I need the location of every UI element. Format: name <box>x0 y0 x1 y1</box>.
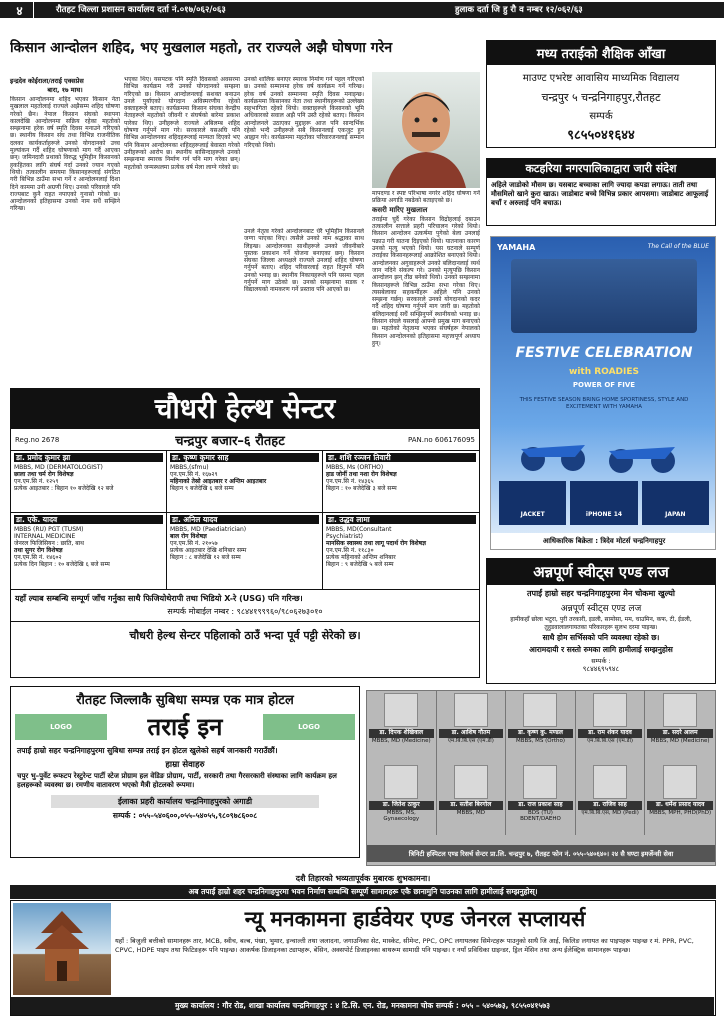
doctor-line: बिहान : ८ बजेदेखि १२ बजे सम्म <box>170 554 241 561</box>
doctor-line: मानसिक स्वास्थ्य तथा लागू पदार्थ रोग विशेषज्ञ <box>326 540 426 547</box>
hotel-intro: तपाईं हाम्रो सहर चन्द्रनिगाहपुरमा सुबिधा सम्पन्न तराई इन होटल खुलेको सहर्ष जानकारी गराउँछौं। <box>17 746 278 755</box>
lead-column-3: उनको शालिक बनाएर स्मारक निर्माण गर्न पहल गरिएको छ। उनको सम्मानमा हरेक वर्ष कार्यक्रम गर्ने गरिन्छ। हरेक वर्ष उनको सम्मानमा स्मृति दिवस मनाइन्छ। कार्यक्रममा किसानका नेता तथा स्थानीयहरूको उल्लेख्य सहभागिता रहेको थियो। वक्ताहरूले किसानको भूमि अधिकारको सवाल अझै पनि उस्तै रहेको बताए। किसान आन्दोलनले उठाएका मुद्दाहरू आज पनि सान्दर्भिक रहेको भन्दै उनीहरूले सबै किसानलाई एकजुट हुन आह्वान गरे। कार्यक्रममा महतोका परिवारजनलाई सम्मान गरिएको थियो। <box>244 76 364 149</box>
doctor-line: MBBS, Ms (ORTHO) <box>326 464 384 471</box>
sweets-bold: साथै होम सर्भिसको पनि व्यवस्था रहेको छ। <box>542 633 660 642</box>
health-title: चौधरी हेल्थ सेन्टर <box>11 389 479 429</box>
doctor-spec: MBBS, MS (Ortho) <box>515 737 566 744</box>
doctor-photo <box>593 765 627 799</box>
temple-photo <box>13 903 111 995</box>
postal-registration: हुलाक दर्ता जि हु रौ व नम्बर १२/०६२/६३ <box>455 5 583 15</box>
doctor-name: डा. सतीश बिरगोल <box>439 801 504 810</box>
hospital-doctor <box>506 763 576 835</box>
health-footer: चौधरी हेल्थ सेन्टर पहिलाको ठाउँ भन्दा पूर्व पट्टी सेरेको छ। <box>129 629 361 642</box>
yamaha-offer: POWER OF FIVE <box>572 381 636 389</box>
yamaha-gifts <box>499 481 709 525</box>
hospital-ad <box>366 690 716 866</box>
lead-text-5: तराईमा चुर्दै गरेका किसान विद्रोहलाई दबाउन तत्कालीन सत्ताले प्रहरी परिचालन गरेको थियो। किसान आन्दोलन उत्कर्षमा पुगेको बेला उनलाई पक्राउ गरी यातना दिइएको थियो। यातनाका कारण उनको मृत्यु भएको थियो। यस घटनाले सम्पूर्ण तराईका किसानहरूलाई आक्रोशित बनाएको थियो। आन्दोलनका अगुवाहरूले उनको बलिदानलाई व्यर्थ जान नदिने संकल्प गरे। उनको मृत्युपछि किसान आन्दोलन झन् तीव्र बनेको थियो। उनको सम्झनामा किसानहरूले विभिन्न ठाउँमा सभा गरेका थिए। त्यसबेलाका सहकर्मीहरू अहिले पनि उनको सम्झना गर्छन्। सरकारले उनको योगदानको कदर गर्दै शहिद घोषणा गर्नुपर्ने माग जारी छ। महतोको बलिदानलाई सधैं सम्झिनुपर्ने स्थानीयको भनाइ छ। किसान संघले यसलाई आफ्नो प्रमुख माग बनाएको छ। महतोको नेतृत्वमा भएका संघर्षहरू नेपालको किसान आन्दोलनको इतिहासमा महत्त्वपूर्ण अध्याय हुन्। <box>372 215 480 347</box>
doctor-line: हाड जोर्नी तथा नशा रोग विशेषज्ञ <box>326 471 397 478</box>
doctor-name: डा. कृष्ण कु. मण्डल <box>508 729 573 738</box>
hospital-doctor <box>506 691 576 763</box>
sweets-ad <box>486 558 716 684</box>
gift-iphone: iPHONE 14 <box>570 481 637 525</box>
doctor-spec: MBBS, MD <box>456 809 485 816</box>
doctor-name: डा. राजिव साह <box>578 801 643 810</box>
hospital-doctor <box>576 763 646 835</box>
doctor-line: तथा सुगर रोग विशेषज्ञ <box>14 547 63 554</box>
lead-column-1 <box>10 76 120 380</box>
hardware-ribbon: अब तपाईं हाम्रो शहर चन्द्रनिगाहपुरमा भवन निर्माण सम्बन्धि सम्पूर्ण सामानहरू एकै छानामुनि पाउनका लागि हामीलाई सम्झनुहोस्। <box>10 885 716 899</box>
yamaha-fine-print: THIS FESTIVE SEASON BRING HOME SPORTINESS, STYLE AND EXCITEMENT WITH YAMAHA <box>519 397 689 410</box>
lead-headline: किसान आन्दोलन शहिद, भए मुखलाल महतो, तर राज्यले अझै घोषणा गरेन <box>10 40 393 56</box>
doctor-photo <box>523 693 557 727</box>
publication-registration: रौतहट जिल्ला प्रशासन कार्यालय दर्ता नं.०१७/०६२/०६३ <box>56 5 226 15</box>
hotel-name: तराई इन <box>147 713 223 741</box>
doctor-name: डा. राम शंकर यादव <box>578 729 643 738</box>
doctor-line: एन.एम.सि नं. १६७२९ <box>170 471 218 478</box>
lead-subhead: कसरी मारिए मुखलाल <box>372 205 428 214</box>
doctor-line: MBBS, MD(Consultant <box>326 526 392 533</box>
doctor-line: MBBS (RU) PGT (TUSM) <box>14 526 84 533</box>
health-address: चन्द्रपुर बजार–६ रौतहट <box>175 433 285 449</box>
doctor-line: INTERNAL MEDICINE <box>14 533 76 540</box>
hospital-doctors-row-1 <box>367 691 715 763</box>
doctor-line: एन.एम.सि नं. १४६०२ <box>14 554 62 561</box>
hotel-address: ईलाका प्रहरी कार्यालय चन्द्रनिगाहपुरको अगाडी <box>51 795 319 808</box>
doctor-card <box>167 451 323 513</box>
yamaha-headline: FESTIVE CELEBRATION <box>515 345 693 361</box>
doctor-line: बिहान : ९ बजेदेखि ५ बजे सम्म <box>326 561 394 568</box>
doctor-card <box>11 513 167 589</box>
doctor-name: डा. एके. यादव <box>14 515 163 524</box>
temple-illustration <box>13 903 111 995</box>
hotel-contact: सम्पर्क : ०५५–५४०६००,०५५–५४०५५,९८०९७८६००८ <box>112 811 258 820</box>
doctor-photo <box>384 693 418 727</box>
doctor-name: डा. राज प्रकाश साह <box>508 801 573 810</box>
byline: इन्द्रदेव कोईराला/तराई एक्सप्रेस <box>10 77 84 85</box>
doctor-spec: MBBS, MS, Gynaecology <box>383 809 420 822</box>
yamaha-models-photo <box>511 259 697 333</box>
doctor-spec: एम.बि.बि.एस (एम.डी) <box>587 737 634 744</box>
doctor-name: डा. आशिष गौतम <box>439 729 504 738</box>
lead-text-4: मापदण्ड र स्पष्ट परिभाषा नगरेर शहिद घोषणा गर्ने प्रक्रिया अगाडि नबढेको बताइएको छ। <box>372 190 480 205</box>
doctor-line: Psychiatrist) <box>326 533 363 540</box>
lead-text-1: किसान आन्दोलनमा शहिद भएका किसान नेता मुखलाल महतोलाई राज्यले अझैसम्म शहिद घोषणा गरेको छैन। नेपाल किसान संघको स्थापना कालदेखि आन्दोलनमा सक्रिय रहेका महतोको सम्झनामा हरेक वर्ष स्मृति दिवस मनाउने गरिएको छ। स्थानीय किसान संघ तथा विभिन्न राजनीतिक दलका कार्यकर्ताहरूले उनको योगदानको उच्च मूल्यांकन गर्दै शहिद घोषणाको माग गर्दै आएका छन्। जमिनदारी प्रथाको विरुद्ध भूमिहीन किसानको हकहितका लागि संघर्ष गर्दा उनको ज्यान गएको थियो। तत्कालीन समयमा किसानहरूलाई संगठित गरी बिभिन्न ठाउँमा सभा गर्ने र आन्दोलनलाई दिशा दिने काममा उनी अग्रणी थिए। उनको परिवारले पनि राज्यबाट कुनै राहत नपाएको गुनासो गरेको छ। आन्दोलनको इतिहासमा उनको नाम सधैं सम्झिने गरिन्छ। <box>10 96 120 213</box>
yamaha-ad <box>490 236 716 550</box>
page-number: ४ <box>6 2 34 18</box>
notice-body: अहिले जाडोको मौसम छ। यसबाट बच्चाका लागि ज्यादा कपडा लगाऊ। ताती तथा मौसमिलो खाने कुरा खाऊ। जाडोबाट बच्चे विभिन्न प्रकार आपसमा। जाडोबाट आफूलाई बचाँ र अरुलाई पनि बचाऊ। <box>491 181 709 207</box>
hospital-doctors-row-2 <box>367 763 715 835</box>
doctor-name: डा. कृष्ण कुमार साह <box>170 453 319 462</box>
doctor-name: डा. धर्मेश प्रसाद यादव <box>647 801 713 810</box>
gift-japan: JAPAN <box>642 481 709 525</box>
gift-jacket: JACKET <box>499 481 566 525</box>
doctor-card <box>323 513 479 589</box>
lead-column-6: उनले नेतृत्व गरेको आन्दोलनबाट धेरै भूमिहीन किसानले जग्गा पाएका थिए। त्यसैले उनको नाम श्रद्धाका साथ लिइन्छ। आन्दोलनका साथीहरूले उनको जीवनीबारे पुस्तक प्रकाशन गर्ने योजना बनाएका छन्। किसान संघका जिल्ला अध्यक्षले राज्यले उनलाई शहिद घोषणा गर्नुपर्ने बताए। शहिद परिवारलाई राहत दिनुपर्ने पनि उनको भनाइ छ। स्थानीय निकायहरूले पनि यसमा पहल गर्नुपर्ने माग उठेको छ। उनको सम्झनामा सडक र विद्यालयको नामकरण गर्ने प्रस्ताव पनि आएको छ। <box>244 228 364 294</box>
hotel-logo-right: LOGO <box>263 714 355 740</box>
doctor-photo <box>454 765 488 799</box>
hardware-footer: मुख्य कार्यालय : गौर रोड, शाखा कार्यालय चन्द्रनिगाहपुर : ४ टि.सि. एन. रोड, मनकामना चोक सम्पर्क : ०५५ – ५४०५७३, ९८५५०४१५७३ <box>11 997 714 1015</box>
hospital-doctor <box>437 691 507 763</box>
yamaha-brand: YAMAHA <box>497 243 536 252</box>
health-pan: PAN.no 606176095 <box>407 435 475 444</box>
doctor-card <box>11 451 167 513</box>
hotel-ad <box>10 686 360 858</box>
sweets-tagline: आरामदायी र सस्तो रुमका लागि हामीलाई सम्झनुहोस <box>529 645 673 654</box>
doctor-line: एन.एम.सि नं. २१०५७ <box>170 540 218 547</box>
health-xray: यहाँ ल्याब सम्बन्धि सम्पूर्ण जाँच गर्नुका साथै फिजियोथेरापी तथा भिडियो X-रे (USG) पनि गरिन्छ। <box>15 594 303 603</box>
doctor-name: डा. उद्धव लामा <box>326 515 476 524</box>
health-reg: Reg.no 2678 <box>15 435 60 444</box>
yamaha-tagline: The Call of the BLUE <box>647 243 709 250</box>
doctor-spec: एम.बि.बि.एस (एम.डी) <box>447 737 494 744</box>
sweets-name: अन्नपूर्ण स्वीट्स एण्ड लज <box>560 604 642 614</box>
lead-column-2: भएका थिए। यसपटक पनि स्मृति दिवसको अवसरमा विभिन्न कार्यक्रम गरी उनको योगदानको सम्झना गरिएको छ। किसान आन्दोलनलाई सशक्त बनाउन उनले पुर्याएको योगदान अविस्मरणीय रहेको वक्ताहरूले बताए। कार्यक्रममा किसान संघका केन्द्रीय नेताहरूले महतोको जीवनी र संघर्षको बारेमा प्रकाश पारेका थिए। उनीहरूले राज्यले अबिलम्ब शहिद घोषणा गर्नुपर्ने माग गरे। सरकारले यसअघि पनि विभिन्न आन्दोलनका शहिदहरूलाई मान्यता दिएको भए पनि किसान आन्दोलनका शहिदहरूलाई बेवास्ता गरेको उनीहरूको आरोप छ। स्थानीय बासिन्दाहरूले उनको सम्झनामा स्मारक निर्माण गर्न पनि माग गरेका छन्। महतोको जन्मस्थलमा प्रत्येक वर्ष मेला लाग्ने गरेको छ। <box>124 76 240 171</box>
yamaha-bikes <box>503 417 705 475</box>
notice-title: कटहरिया नगरपालिकाद्वारा जारी संदेश <box>487 159 715 178</box>
doctor-card <box>167 513 323 589</box>
health-center-ad <box>10 388 480 678</box>
doctor-line: MBBS, MD (DERMATOLOGIST) <box>14 464 103 471</box>
sweets-line1: तपाईं हाम्रो सहर चन्द्रनिगाहपुरमा मेन चोकमा खुल्यो <box>526 589 675 598</box>
lead-column-4 <box>372 190 480 380</box>
doctor-spec: MBBS, MD (Medicine) <box>371 737 431 744</box>
hospital-doctor <box>367 691 437 763</box>
doctor-spec: MBBS, MPH, PHD(PhD) <box>649 809 712 816</box>
doctor-photo <box>523 765 557 799</box>
motorcycles-illustration <box>503 417 705 475</box>
doctor-photo <box>593 693 627 727</box>
school-contact-label: सम्पर्क <box>589 111 613 122</box>
doctor-photo <box>663 693 697 727</box>
doctor-line: MBBS, MD (Paediatrician) <box>170 526 247 533</box>
dateline: बारा, १७ माघ। <box>47 86 83 94</box>
school-ad <box>486 40 716 148</box>
hospital-doctor <box>367 763 437 835</box>
sweets-body: हामीकहाँ छोला भटुरा, पुरी तरकारी, इडली, सामोसा, मम, चाउमिन, कफ, टी, ईडली, तुहुडवालालगायतका परिकारहरू सुलभ दरमा पाइन्छ। <box>510 616 692 631</box>
school-phone: ९८५५०४१६४४ <box>567 128 635 143</box>
health-contact: सम्पर्क मोबाईल नम्बर : ९८४४१९९९६०/९८०६२७३०१० <box>11 604 479 622</box>
school-ad-title: मध्य तराईको शैक्षिक आँखा <box>487 41 715 65</box>
doctor-name: डा. प्रमोद कुमार झा <box>14 453 163 462</box>
doctor-line: प्रत्येक दिन बिहान : १० बजेदेखि ६ बजे सम्म <box>14 561 110 568</box>
hardware-body: यहाँ : बिजुली बत्तीको सामानहरू तार, MCB, स्वीच, बल्ब, पंखा, भुमार, इन्चाल्ती तथा जलादना, जगाउनिका सेट, मास्केट, सीमेन्ट, PPC, OPC लगायतका सिमेन्टहरू पाउनुको साथै जि आई, किलिङ लगायत का पाइपहरू पाइन्छ र मं. PPR, PVC, CPVC, HDPE पाइप तथा फिटिङहरू पनि पाइन्छ। आकर्षक डिजाइनका ट्यापहरू, बेसिन, अक्सपोर्ट डिजाइनका बाथरूम सामाग्री पनि पाइन्छ। र नयाँ प्रविधिका ग्राइन्डर, ड्रिल मेसिन तथा अन्य ईलेक्ट्रिक सामानहरू पाइन्छ। <box>115 937 694 954</box>
doctor-line: जेनरल फिजिसियन : छाति, बाथ <box>14 540 85 547</box>
portrait-illustration <box>372 72 480 188</box>
portrait-photo <box>372 72 480 188</box>
doctor-photo <box>454 693 488 727</box>
doctor-line: छाला तथा चर्म रोग विशेषज्ञ <box>14 471 74 478</box>
doctor-photo <box>663 765 697 799</box>
hospital-doctor <box>437 763 507 835</box>
yamaha-dealer: आधिकारिक बिक्रेता : त्रिदेव मोटर्स चन्द्रनिगाहपुर <box>491 533 716 549</box>
sweets-contact-label: सम्पर्क : <box>591 657 611 665</box>
doctor-name: डा. जितेश ठाकुर <box>369 801 434 810</box>
hotel-services-label: हाम्रा सेवाहरु <box>165 760 205 770</box>
doctor-spec: एम.बि.बि.एस, MD (Pedi) <box>581 809 639 816</box>
school-address: चन्द्रपुर ५ चन्द्रनिगाहपुर,रौतहट <box>541 91 661 104</box>
doctor-spec: MBBS, MD (Medicine) <box>650 737 710 744</box>
hotel-title: रौतहट जिल्लाकै सुबिधा सम्पन्न एक मात्र होटल <box>76 693 294 708</box>
hardware-title: न्यू मनकामना हार्डवेयर एण्ड जेनरल सप्लायर्स <box>244 907 586 931</box>
doctor-name: डा. दिपक शेखिवाल <box>369 729 434 738</box>
municipality-notice <box>486 158 716 226</box>
doctors-grid <box>11 451 479 590</box>
doctor-spec: BDS (TU) BDENT/DAEHO <box>520 809 561 822</box>
sweets-phone: ९८४४६९५९४८ <box>582 665 620 673</box>
hotel-services: चपुर भु–पुर्वेट रूफटप रेस्टुरेन्ट पार्टी स्टेज प्रोग्राम हल वेडिङ प्रोग्राम, पार्टी, सरकारी तथा गैरसरकारी संस्थाका लागि कार्यक्रम हल हलहरूको व्यवस्था छ। रमणीय वातावरण भएको मैत्री होटलको रूपमा। <box>17 772 337 789</box>
hospital-doctor <box>645 691 715 763</box>
doctor-line: बिहान ९ बजेदेखि ६ बजे सम्म <box>170 485 234 492</box>
hotel-logo-left: LOGO <box>15 714 107 740</box>
sweets-title: अन्नपूर्ण स्वीट्स एण्ड लज <box>487 559 715 585</box>
hospital-name-line: त्रिनिटी हस्पिटल एण्ड रिसर्च सेन्टर प्रा.लि. चन्द्रपुर ७, रौतहट फोन नं. ०५५–५४०६४०। २४ सै घण्टा इमर्जेन्सी सेवा <box>367 845 715 862</box>
doctor-line: प्रत्येक आइतबार : बिहान १० बजेदेखि १२ बजे <box>14 485 114 492</box>
doctor-card <box>323 451 479 513</box>
yamaha-sub: with ROADIES <box>569 367 639 377</box>
doctor-line: बाल रोग विशेषज्ञ <box>170 533 207 540</box>
hospital-doctor <box>576 691 646 763</box>
doctor-line: प्रत्येक महिनाको अन्तिम शनिबार <box>326 554 396 561</box>
doctor-name: डा. सदरे आलम <box>647 729 713 738</box>
doctor-line: एन.एम.सि नं. १४३६५ <box>326 478 374 485</box>
school-name: माउण्ट एभरेष्ट आवासिय माध्यमिक विद्यालय <box>522 73 680 84</box>
doctor-line: महिनाको तेस्रो आइतबार र अन्तिम आइतबार <box>170 478 267 485</box>
doctor-name: डा. अनिल यादव <box>170 515 319 524</box>
doctor-line: प्रत्येक आइतबार देखि शनिबार सम्म <box>170 547 247 554</box>
festival-greeting: दशै तिहारको भव्यतापूर्वक मुबारक शुभकामना। <box>295 874 431 883</box>
doctor-line: एन.एम.सि नं. १२५९ <box>14 478 59 485</box>
hardware-ad <box>10 900 716 1016</box>
doctor-line: एन.एम.सि नं. ११८३० <box>326 547 374 554</box>
doctor-photo <box>384 765 418 799</box>
doctor-line: बिहान : १० बजेदेखि ३ बजे सम्म <box>326 485 397 492</box>
hospital-doctor <box>645 763 715 835</box>
doctor-name: डा. शशि रञ्जन तिवारी <box>326 453 476 462</box>
doctor-line: MBBS,(sfmu) <box>170 464 209 471</box>
